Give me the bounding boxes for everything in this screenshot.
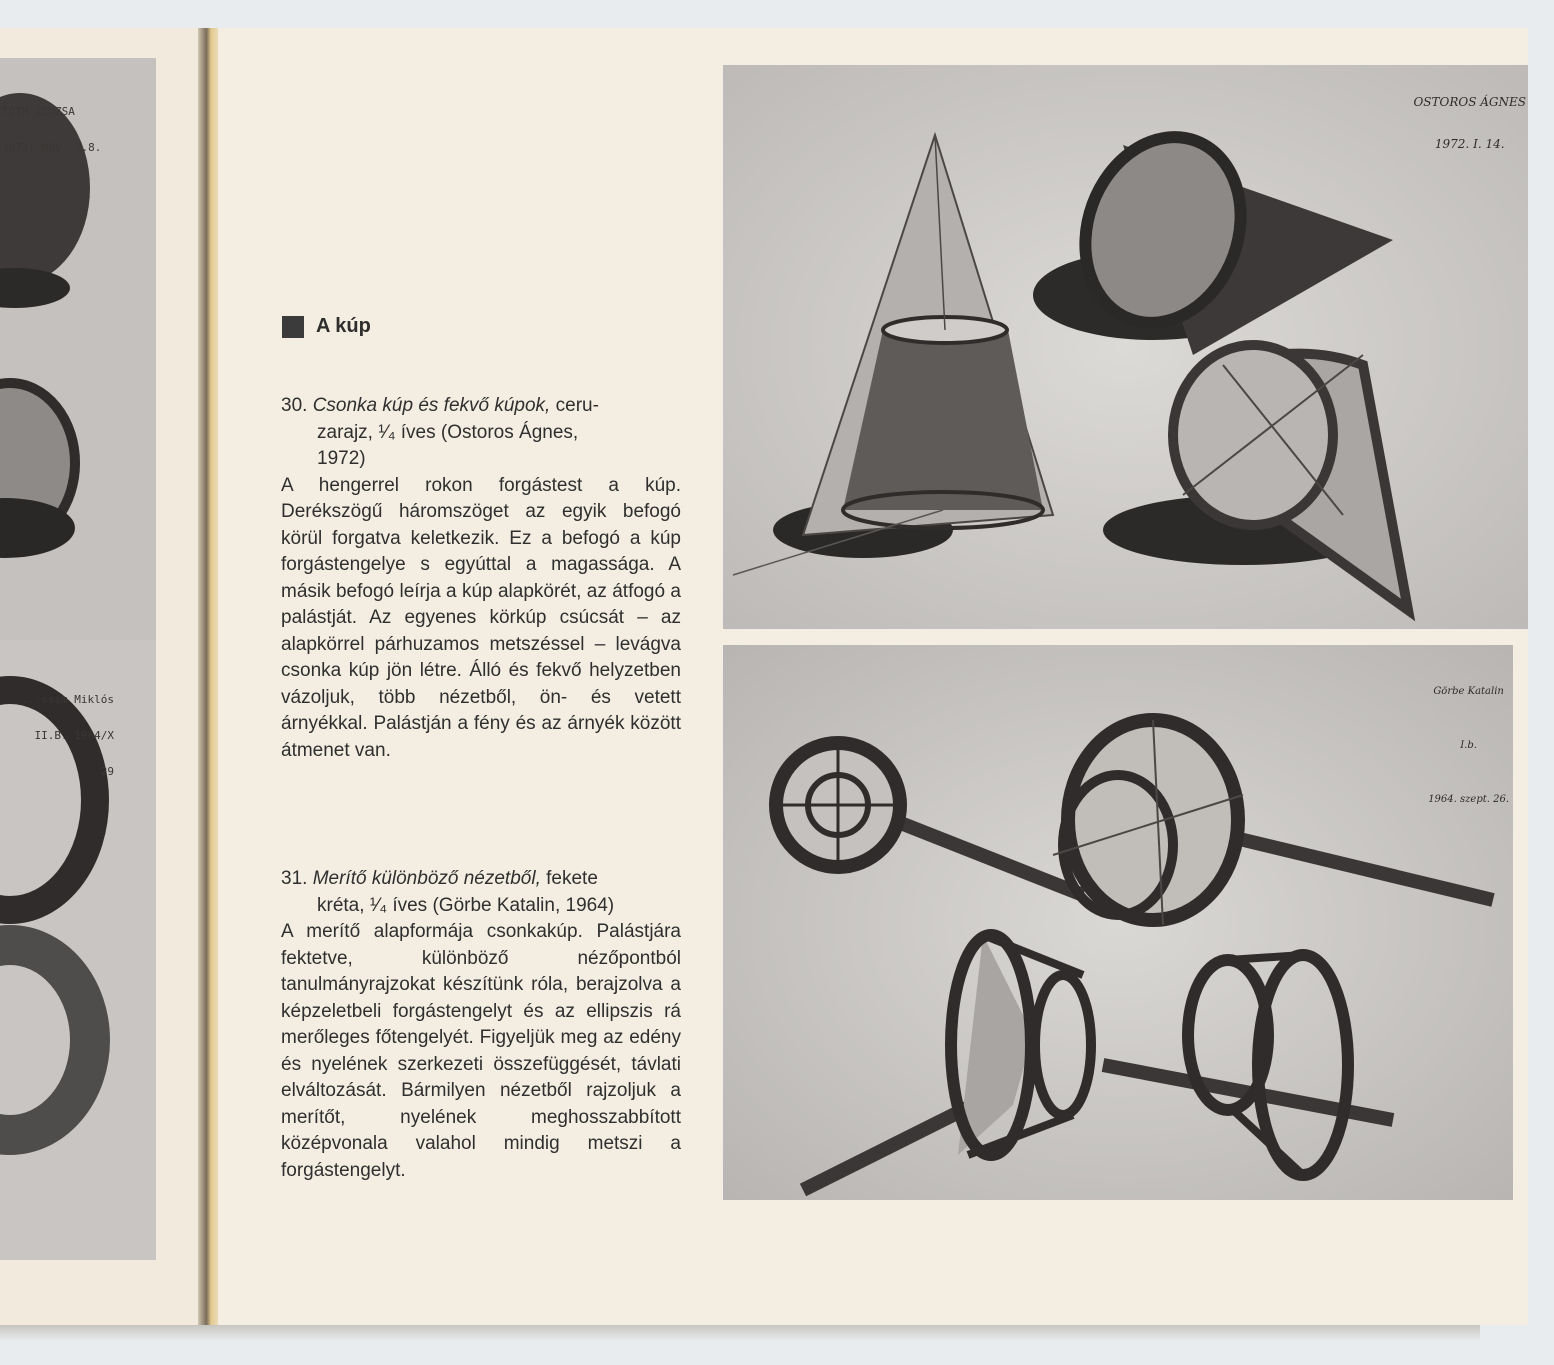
caption-30-line2: zarajz, ¹⁄₄ íves (Ostoros Ágnes, bbox=[317, 421, 579, 443]
left-signature-top-line-1: TÓTH ZSUZSA bbox=[2, 105, 75, 118]
caption-31-title: Merítő különböző nézetből, bbox=[312, 868, 541, 889]
caption-31-number: 31. bbox=[281, 868, 308, 889]
figure-31-signature-line-2: I.b. bbox=[1460, 740, 1477, 751]
caption-30-line1-rest: ceru- bbox=[550, 395, 599, 416]
section-heading bbox=[282, 315, 371, 338]
caption-31-line2: kréta, ¹⁄₄ íves (Görbe Katalin, 1964) bbox=[317, 894, 615, 916]
left-signature-top-line-2: 1971. NOV. 2.8. bbox=[2, 141, 102, 154]
left-signature-bottom-line-3: 29 bbox=[100, 765, 114, 778]
caption-30-body: A hengerrel rokon forgástest a kúp. Derékszögű háromszöget az egyik befogó körül forgatva keletkezik. Ez a befogó a kúp forgástengelye s egyúttal a magassága. A másik befogó leírja a kúp alapkörét, az átfogó a palástját. Az egyenes körkúp csúcsát – az alapkörrel párhuzamos metszéssel – levágva csonka kúp jön létre. Álló és fekvő helyzetben vázoljuk, több nézetből, ön- és vetett árnyékkal. Palástján a fény és az árnyék között átmenet van. bbox=[281, 474, 681, 761]
figure-31-ladle-drawing bbox=[723, 645, 1513, 1200]
caption-30-line3: 1972) bbox=[317, 448, 366, 469]
section-title: A kúp bbox=[316, 315, 371, 337]
caption-31 bbox=[281, 866, 681, 1184]
figure-30-signature-line-1: OSTOROS ÁGNES bbox=[1413, 95, 1526, 109]
left-signature-bottom bbox=[2, 670, 114, 802]
caption-30-first-line bbox=[281, 393, 681, 420]
figure-30-cone-drawing bbox=[723, 65, 1528, 629]
figure-31-signature-line-1: Görbe Katalin bbox=[1433, 686, 1504, 697]
heading-square-icon bbox=[282, 316, 304, 338]
figure-30-signature bbox=[1413, 67, 1526, 179]
left-page bbox=[0, 28, 205, 1325]
left-signature-top bbox=[2, 82, 101, 178]
caption-30-title: Csonka kúp és fekvő kúpok, bbox=[312, 395, 551, 416]
caption-31-body: A merítő alapformája csonkakúp. Palástjára fektetve, különböző nézőpontból tanulmányrajzokat készítünk róla, berajzolva a képzeletbeli forgástengelyt és az ellipszis rá merőleges főtengelyét. Figyeljük meg az edény és nyelének szerkezeti összefüggését, távlati elváltozását. Bármilyen nézetből rajzoljuk a merítőt, nyelének meghosszabbított középvonala valahol mindig metszi a forgástengelyt. bbox=[281, 921, 681, 1181]
caption-30-number: 30. bbox=[281, 395, 308, 416]
left-drawing-top bbox=[0, 58, 156, 653]
figure-31-signature-line-3: 1964. szept. 26. bbox=[1428, 794, 1509, 805]
figure-31-signature bbox=[1428, 647, 1509, 845]
left-signature-bottom-line-1: ...ssim Miklós bbox=[21, 693, 114, 706]
caption-31-line1-rest: fekete bbox=[540, 868, 598, 889]
bottom-page-shadow bbox=[0, 1325, 1480, 1341]
caption-30 bbox=[281, 393, 681, 764]
figure-30-signature-line-2: 1972. I. 14. bbox=[1434, 137, 1505, 151]
left-signature-bottom-line-2: II.B. 1964/X bbox=[34, 729, 114, 742]
caption-31-first-line bbox=[281, 866, 681, 893]
left-drawing-bottom bbox=[0, 640, 156, 1260]
